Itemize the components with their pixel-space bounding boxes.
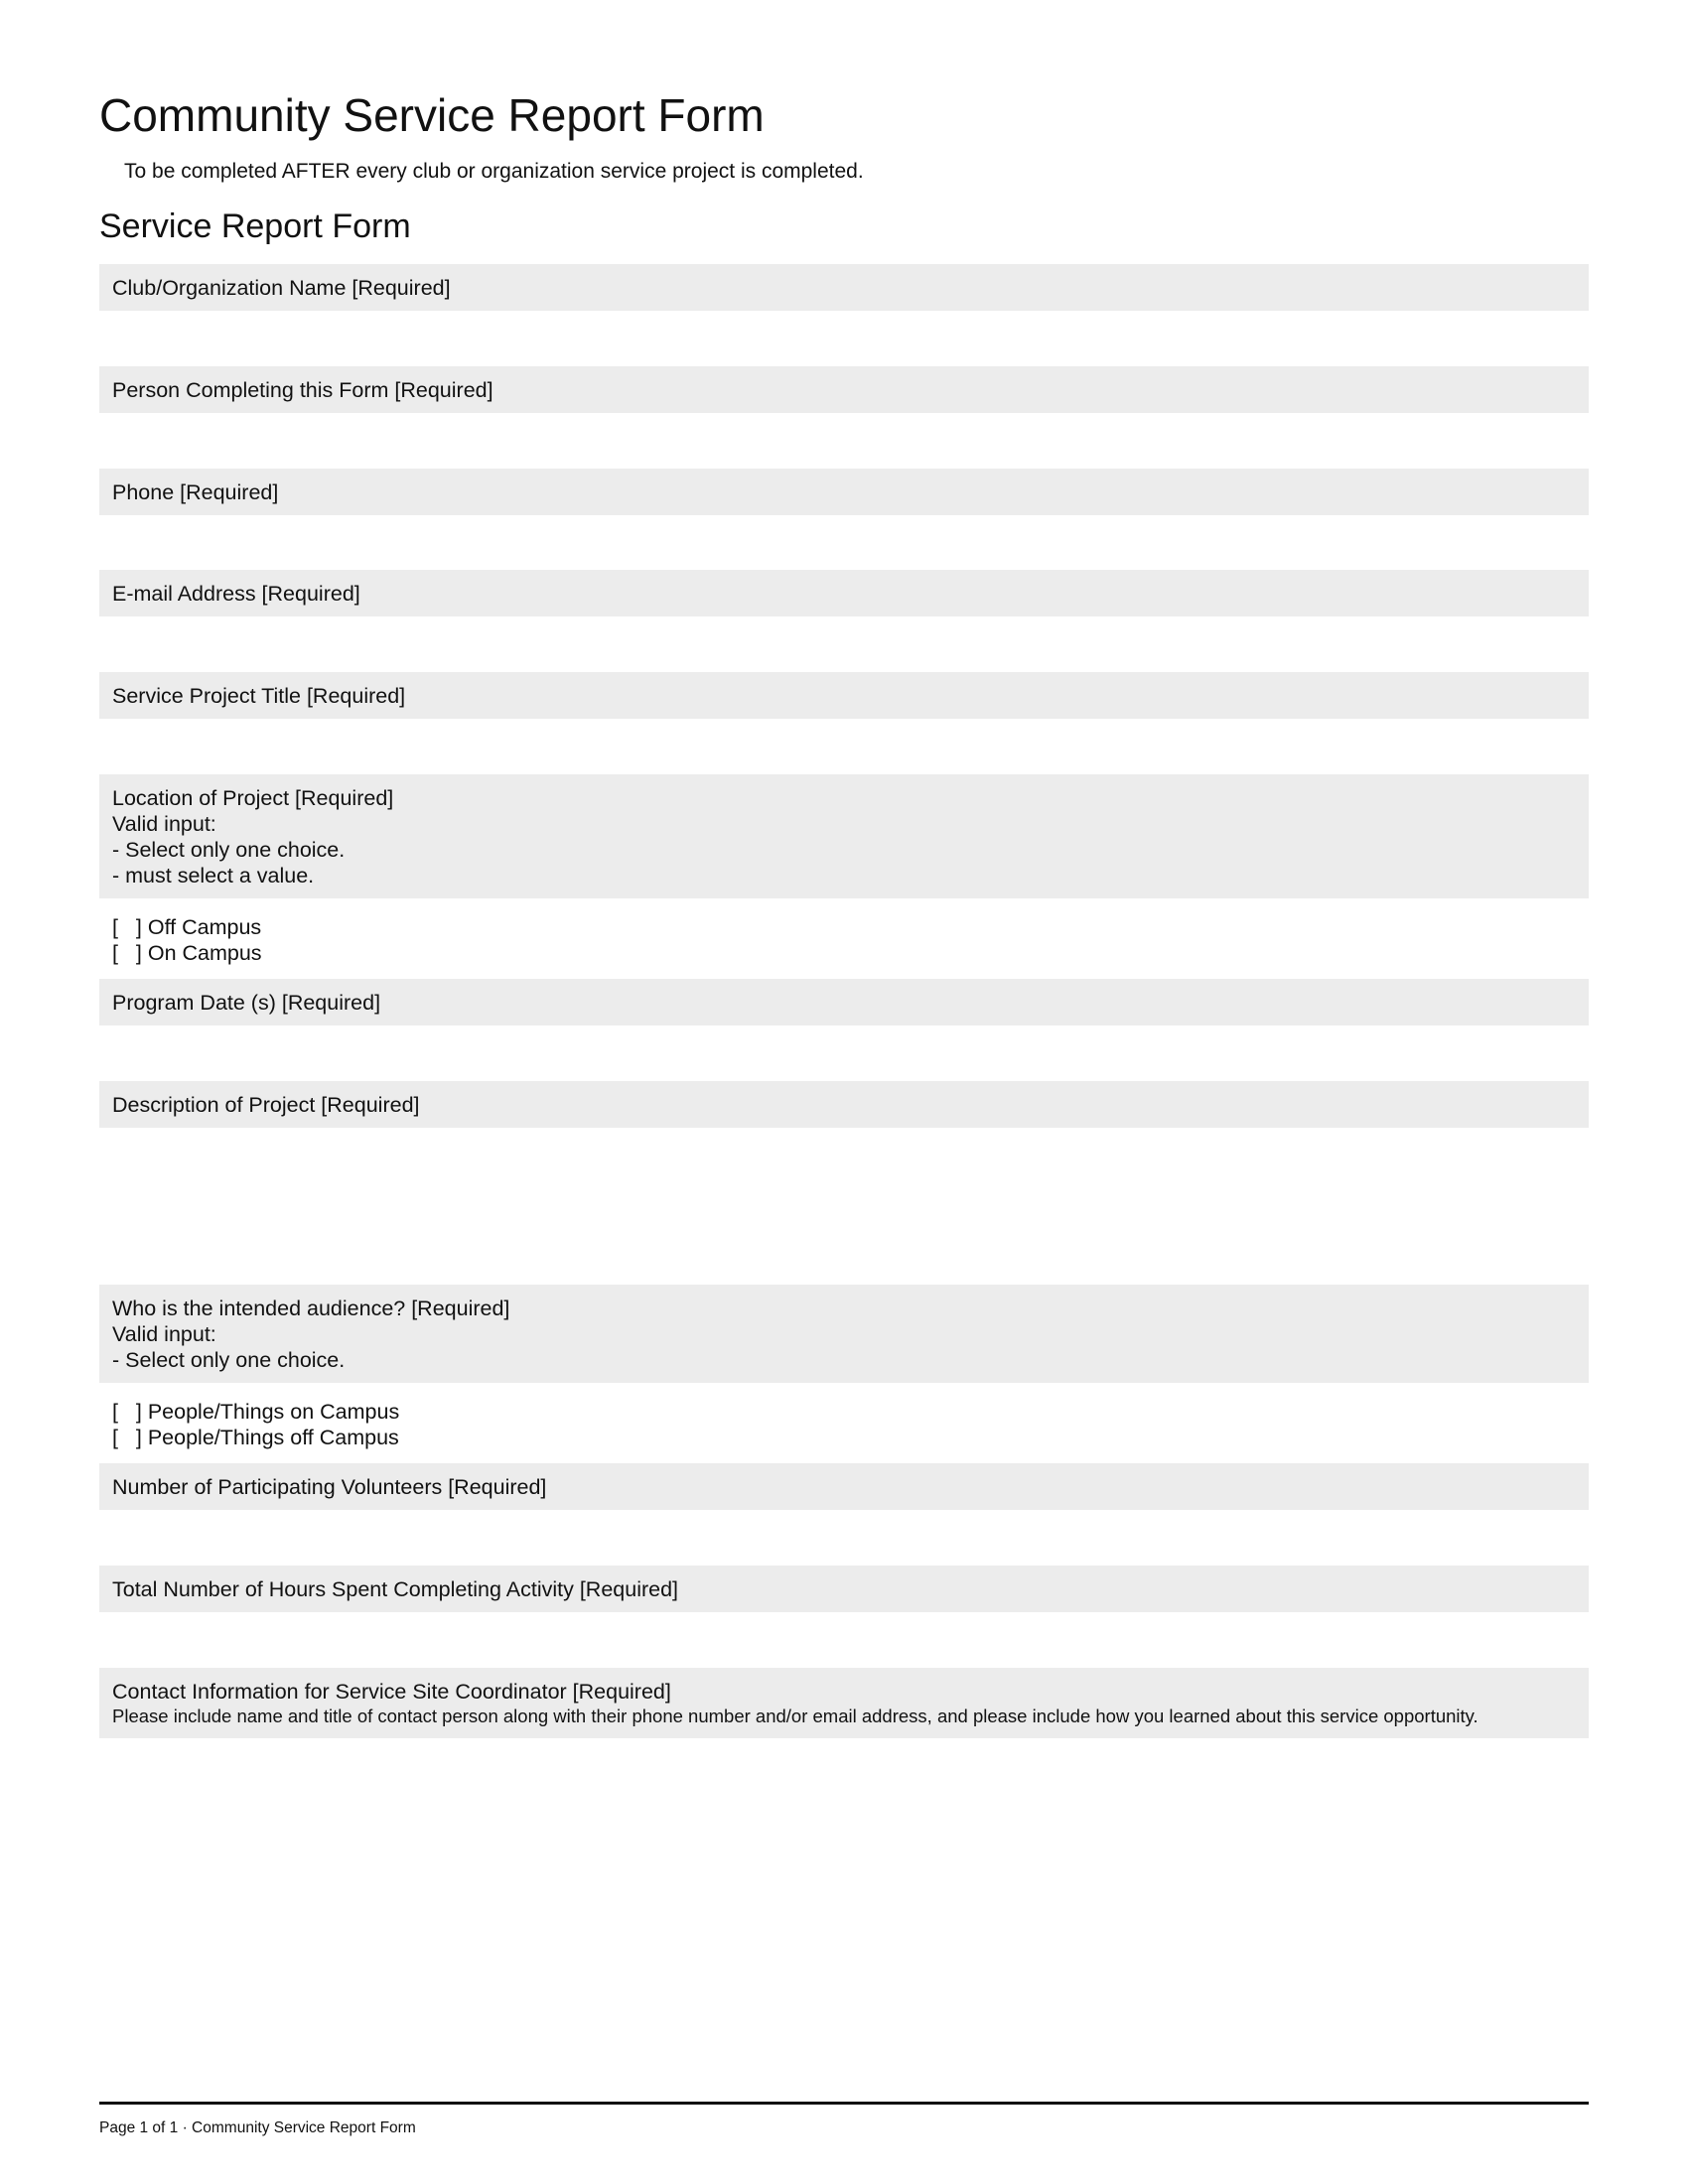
validation-rule: - Select only one choice. (112, 838, 346, 862)
field-project-title[interactable] (99, 672, 1589, 719)
field-label: Club/Organization Name [Required] (112, 276, 451, 300)
field-label: Service Project Title [Required] (112, 684, 406, 708)
field-program-dates[interactable] (99, 979, 1589, 1025)
footer-divider (99, 2102, 1589, 2105)
page-subtitle: To be completed AFTER every club or organization service project is completed. (124, 160, 864, 183)
option-off-campus[interactable]: [ ] Off Campus (112, 915, 262, 939)
field-phone[interactable] (99, 469, 1589, 515)
valid-input-label: Valid input: (112, 812, 216, 836)
valid-input-label: Valid input: (112, 1322, 216, 1346)
field-label: Person Completing this Form [Required] (112, 378, 493, 402)
validation-rule: - must select a value. (112, 864, 315, 887)
field-label: Phone [Required] (112, 480, 279, 504)
field-email[interactable] (99, 570, 1589, 616)
field-label: Total Number of Hours Spent Completing Activity [Required] (112, 1577, 679, 1601)
field-site-coordinator[interactable] (99, 1668, 1589, 1738)
section-title: Service Report Form (99, 207, 411, 245)
field-club-name[interactable] (99, 264, 1589, 311)
field-label: Number of Participating Volunteers [Required] (112, 1475, 547, 1499)
validation-rule: - Select only one choice. (112, 1348, 346, 1372)
field-label: Description of Project [Required] (112, 1093, 420, 1117)
field-note: Please include name and title of contact person along with their phone number and/or email address, and please include how you learned about this service opportunity. (112, 1706, 1478, 1726)
option-on-campus-audience[interactable]: [ ] People/Things on Campus (112, 1400, 400, 1424)
field-audience (99, 1285, 1589, 1383)
location-options (112, 914, 262, 966)
field-label: Location of Project [Required] (112, 786, 394, 810)
field-label: Contact Information for Service Site Coordinator [Required] (112, 1680, 671, 1704)
footer-page-info: Page 1 of 1 · Community Service Report Form (99, 2119, 416, 2136)
field-label: Program Date (s) [Required] (112, 991, 381, 1015)
page-title: Community Service Report Form (99, 89, 765, 141)
field-volunteers[interactable] (99, 1463, 1589, 1510)
form-page (99, 0, 1589, 2184)
field-label: E-mail Address [Required] (112, 582, 360, 606)
field-label: Who is the intended audience? [Required] (112, 1297, 510, 1320)
option-off-campus-audience[interactable]: [ ] People/Things off Campus (112, 1426, 399, 1449)
field-location (99, 774, 1589, 898)
audience-options (112, 1399, 399, 1450)
field-hours[interactable] (99, 1566, 1589, 1612)
field-person-completing[interactable] (99, 366, 1589, 413)
option-on-campus[interactable]: [ ] On Campus (112, 941, 262, 965)
field-description[interactable] (99, 1081, 1589, 1128)
